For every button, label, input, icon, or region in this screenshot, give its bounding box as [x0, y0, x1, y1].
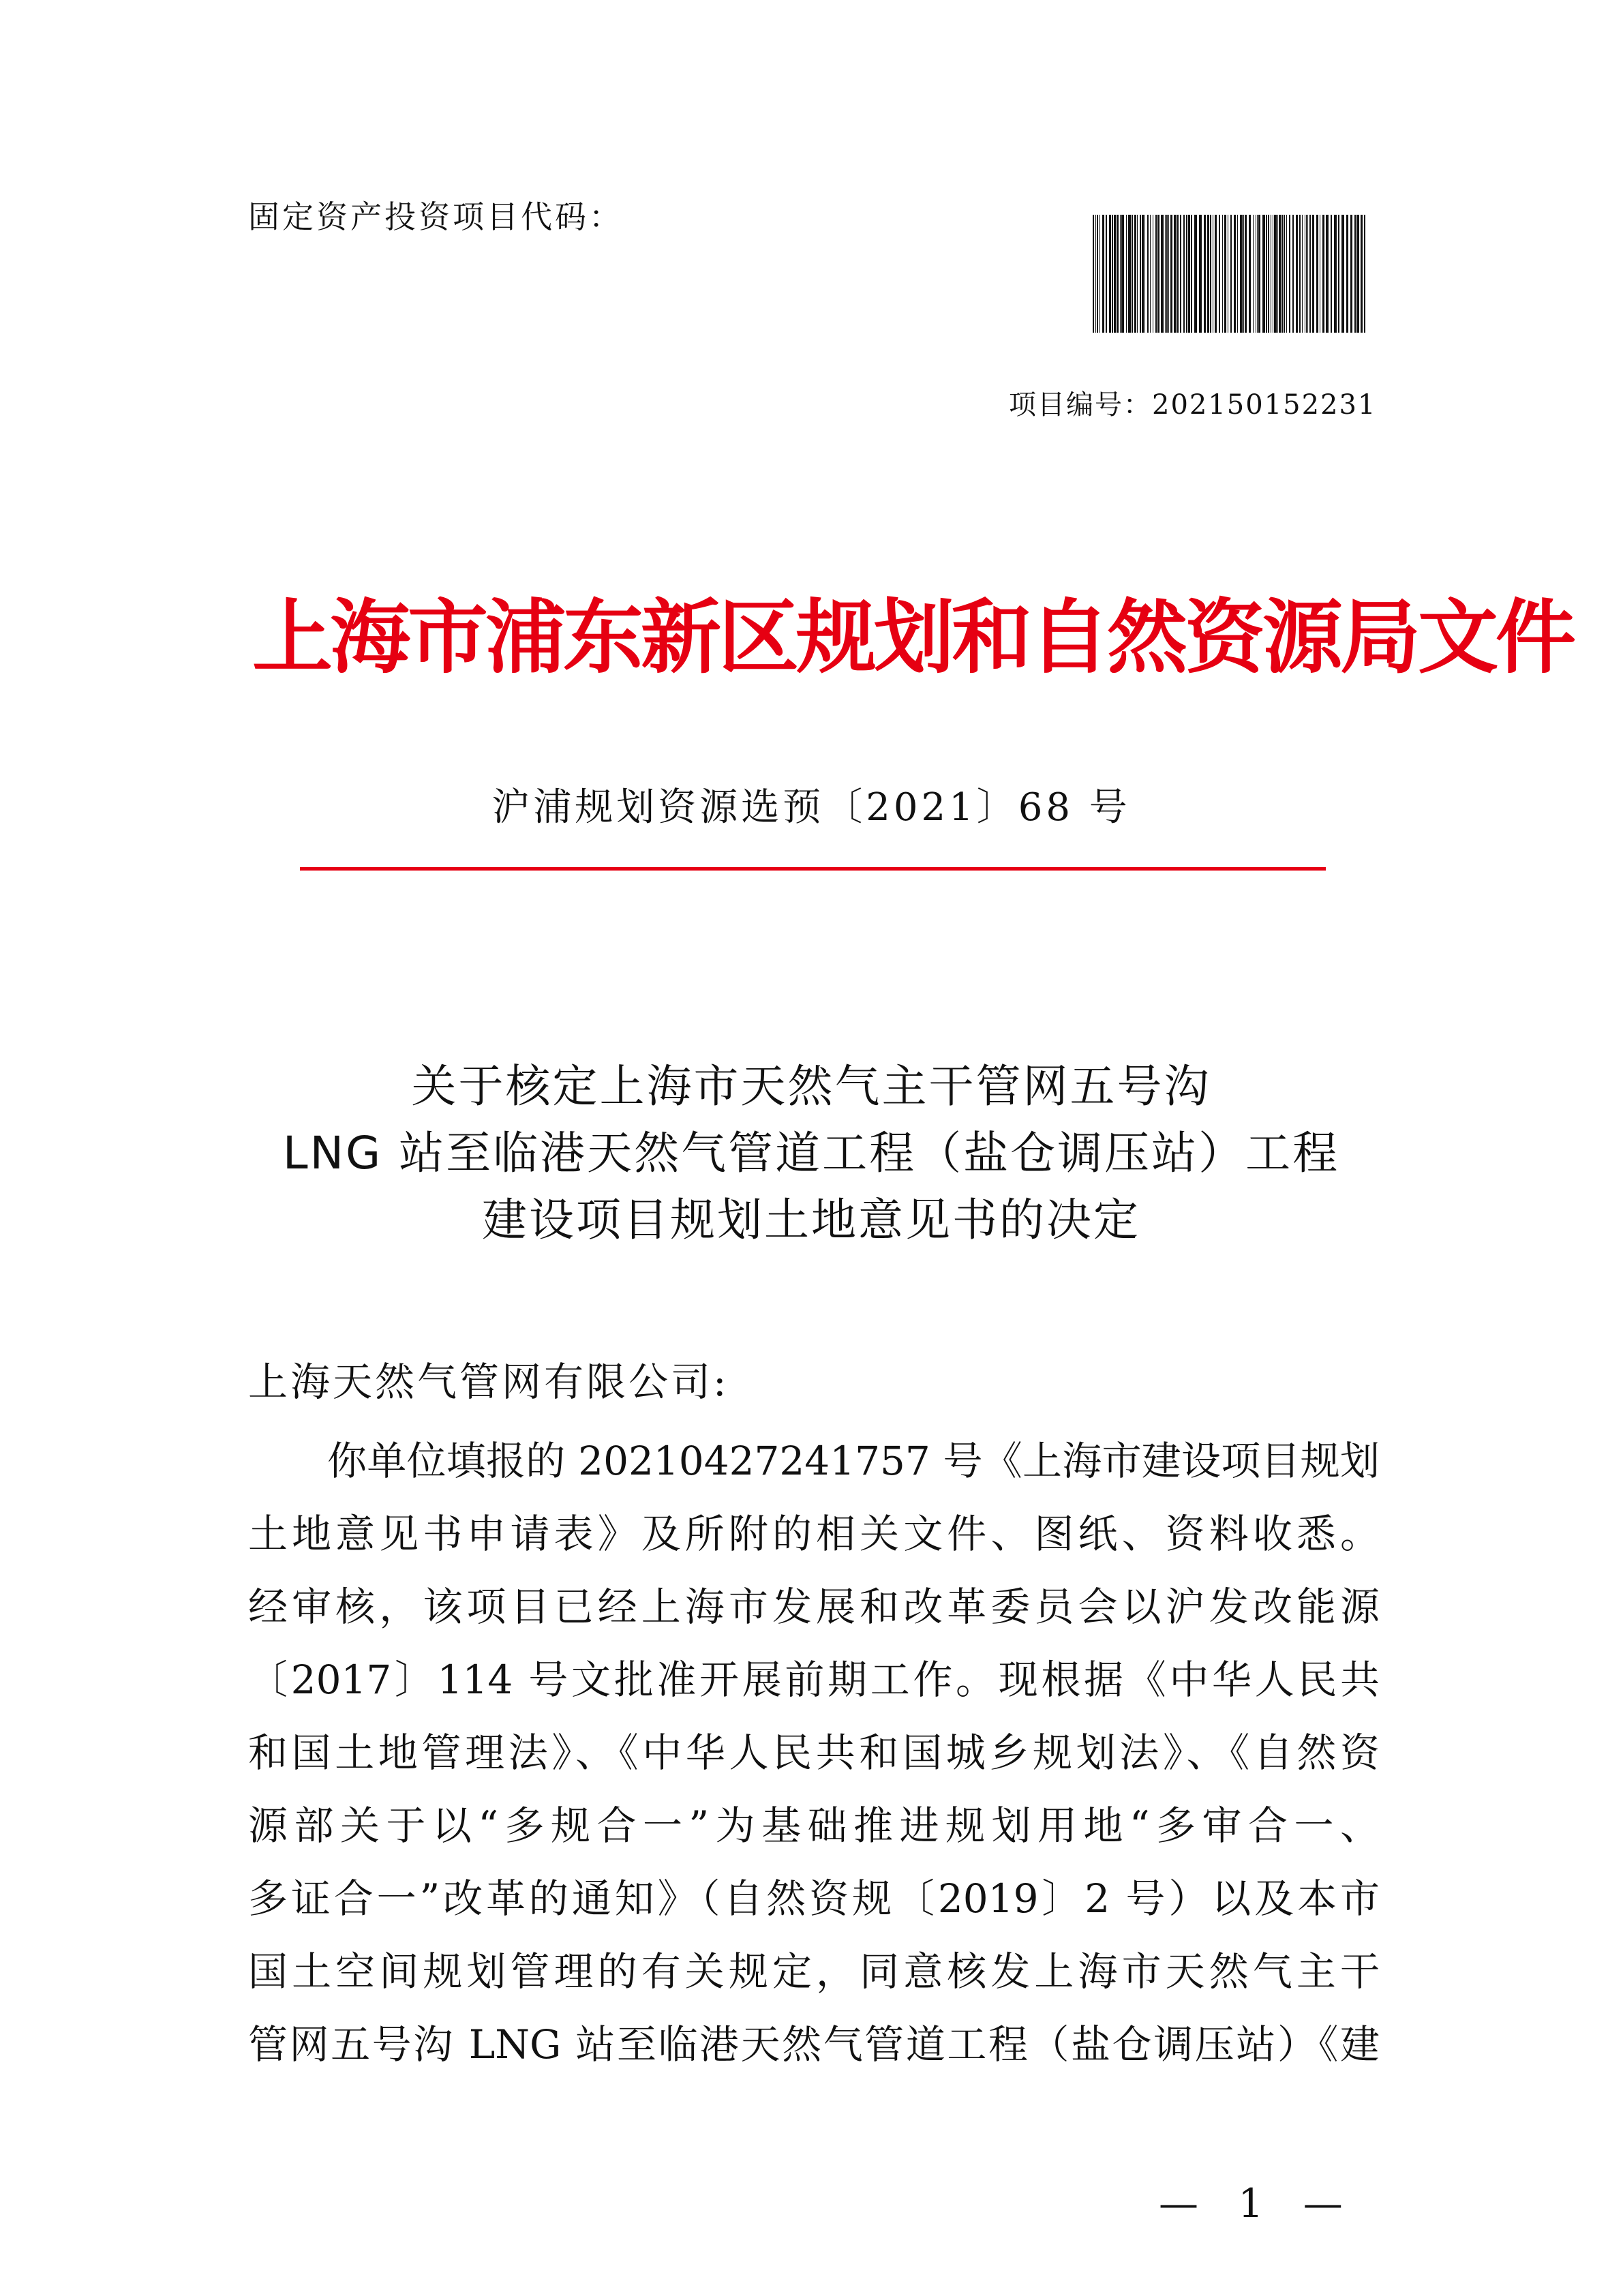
- salutation: 上海天然气管网有限公司:: [248, 1359, 729, 1405]
- fixed-asset-code-label: 固定资产投资项目代码：: [248, 198, 623, 235]
- page-number: — 1 —: [1159, 2180, 1356, 2226]
- title-line-2: LNG 站至临港天然气管道工程（盐仓调压站）工程: [282, 1127, 1340, 1179]
- barcode-image: [1093, 215, 1365, 333]
- body-line: 国土空间规划管理的有关规定，同意核发上海市天然气主干: [248, 1948, 1380, 1995]
- body-line: 你单位填报的 20210427241757 号《上海市建设项目规划: [327, 1438, 1380, 1484]
- issuer-title: 上海市浦东新区规划和自然资源局文件: [252, 590, 1574, 684]
- body-line: 经审核，该项目已经上海市发展和改革委员会以沪发改能源: [248, 1584, 1380, 1630]
- document-number: 沪浦规划资源选预〔2021〕68 号: [491, 785, 1131, 830]
- project-number: 项目编号：202150152231: [1009, 389, 1377, 421]
- body-line: 〔2017〕114 号文批准开展前期工作。现根据《中华人民共: [248, 1657, 1380, 1703]
- body-line: 源部关于以“多规合一”为基础推进规划用地“多审合一、: [248, 1802, 1380, 1849]
- title-line-1: 关于核定上海市天然气主干管网五号沟: [411, 1060, 1211, 1113]
- red-divider-line: [300, 867, 1326, 871]
- body-line: 管网五号沟 LNG 站至临港天然气管道工程（盐仓调压站）《建: [248, 2021, 1380, 2068]
- body-line: 和国土地管理法》、《中华人民共和国城乡规划法》、《自然资: [248, 1729, 1380, 1776]
- document-title: [232, 1053, 1391, 1254]
- body-line: 多证合一”改革的通知》（自然资规〔2019〕2 号）以及本市: [248, 1875, 1380, 1922]
- title-line-3: 建设项目规划土地意见书的决定: [482, 1194, 1140, 1246]
- body-text: [248, 1425, 1380, 2081]
- body-line: 土地意见书申请表》及所附的相关文件、图纸、资料收悉。: [248, 1511, 1380, 1557]
